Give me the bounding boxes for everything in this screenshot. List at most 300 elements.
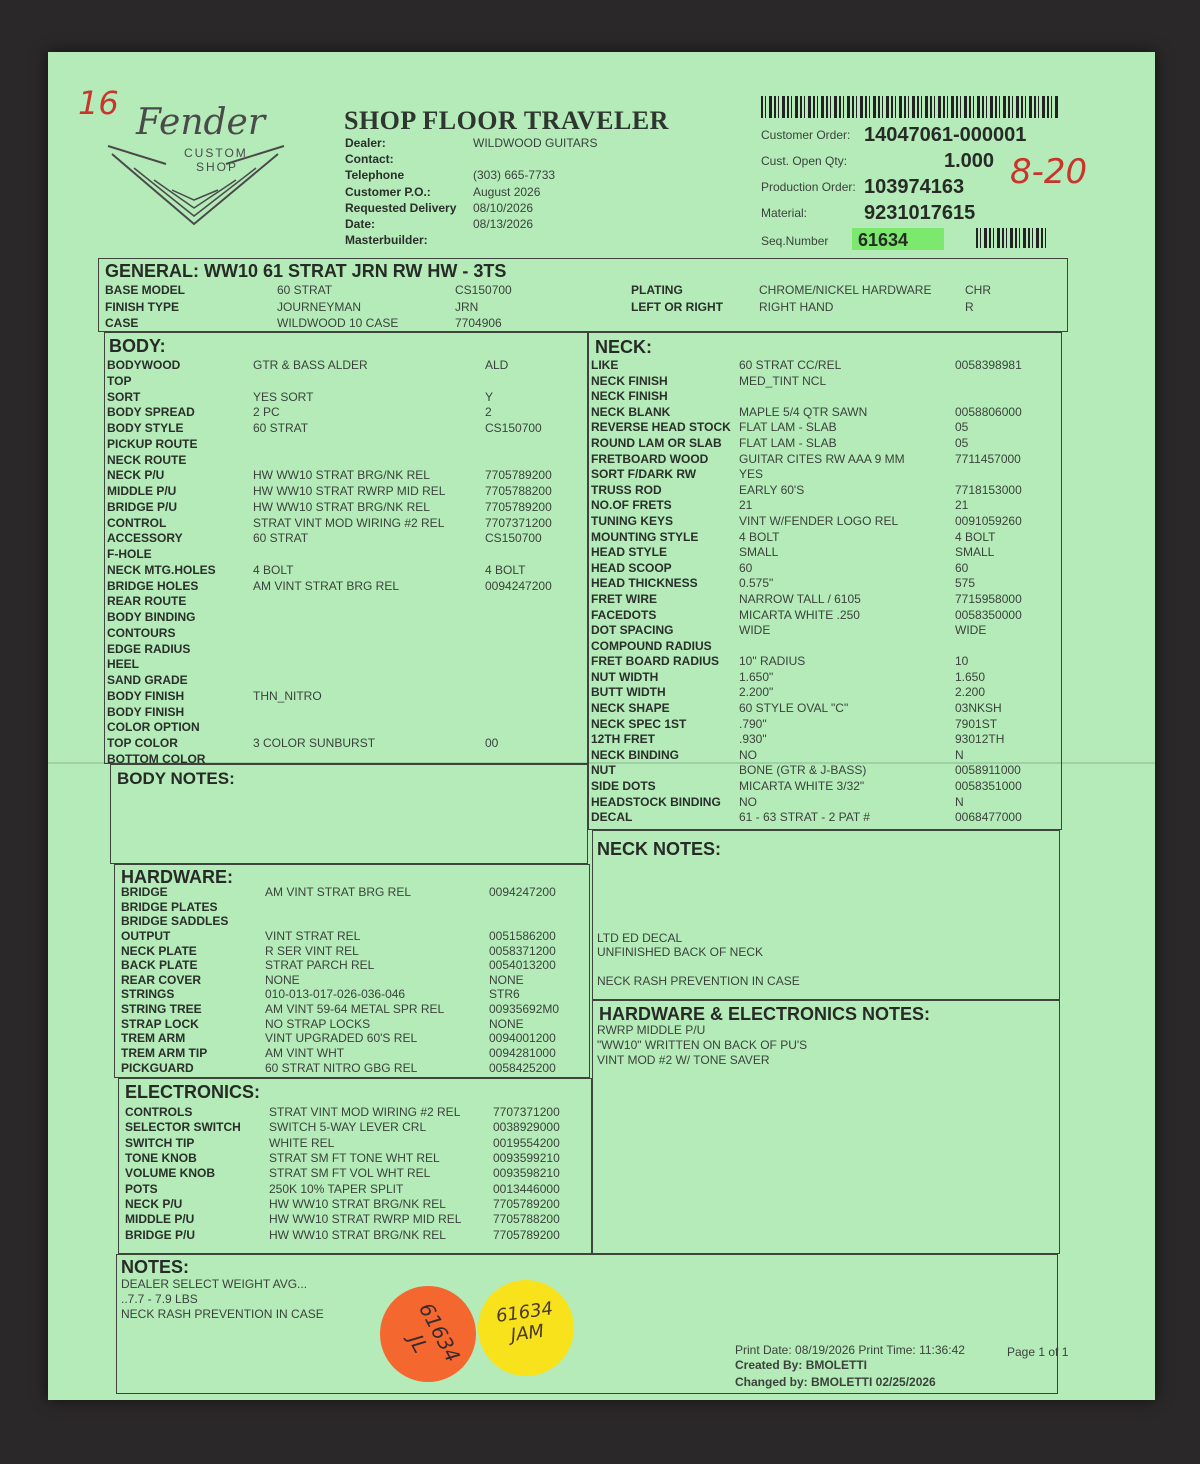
order-info-value: (303) 665-7733 [473,168,556,183]
body-label: BODY BINDING [107,610,196,624]
neck-value: 4 BOLT [739,529,780,544]
neck-code: 03NKSH [955,701,1002,716]
electronics-label: SWITCH TIP [125,1135,195,1150]
neck-row [591,779,1059,795]
general-left-row [105,300,565,317]
order-info-label: Dealer: [345,136,386,150]
hardware-label: REAR COVER [121,972,202,987]
neck-value: MICARTA WHITE .250 [739,607,860,622]
general-right-row [631,283,1061,300]
electronics-code: 0093598210 [493,1166,560,1181]
hw-note-1: RWRP MIDDLE P/U [597,1023,706,1037]
neck-code: 0058911000 [955,763,1021,778]
neck-label: HEADSTOCK BINDING [591,794,721,809]
body-label: NECK ROUTE [107,452,187,467]
electronics-row [125,1197,591,1212]
neck-label: REVERSE HEAD STOCK [591,420,731,435]
electronics-label: CONTROLS [125,1105,193,1119]
neck-value: MICARTA WHITE 3/32" [739,779,865,794]
body-row [107,358,585,374]
neck-label: SIDE DOTS [591,779,656,794]
general-left-value: WILDWOOD 10 CASE [277,316,399,330]
neck-value: FLAT LAM - SLAB [739,435,837,450]
neck-row [591,592,1059,608]
neck-label: NECK BLANK [591,404,671,419]
changed-by: Changed by: BMOLETTI 02/25/2026 [735,1375,936,1389]
neck-row [591,498,1059,514]
electronics-value: SWITCH 5-WAY LEVER CRL [269,1120,427,1135]
hardware-row [121,900,587,915]
neck-value: 2.200" [739,685,774,700]
order-right-value: 61634 [858,230,909,250]
neck-notes-title: NECK NOTES: [597,839,722,859]
neck-label: FRET WIRE [591,591,657,606]
electronics-label: SELECTOR SWITCH [125,1120,241,1135]
hardware-code: 00935692M0 [489,1002,560,1017]
neck-label: NECK BINDING [591,747,680,762]
body-row [107,390,585,406]
general-left-value: 60 STRAT [277,283,333,297]
barcode-top [761,96,1059,118]
order-info-label: Requested Delivery [345,200,457,215]
electronics-value: 250K 10% TAPER SPLIT [269,1181,404,1196]
general-left-value: JOURNEYMAN [277,299,362,314]
electronics-label: MIDDLE P/U [125,1212,195,1227]
traveler-sheet [48,52,1155,1400]
neck-row [591,748,1059,764]
body-value: HW WW10 STRAT BRG/NK REL [253,468,430,483]
neck-code: 60 [955,560,969,575]
general-left-code: 7704906 [455,316,502,330]
hardware-value: VINT STRAT REL [265,928,361,943]
body-row [107,374,585,390]
neck-value: VINT W/FENDER LOGO REL [739,513,899,528]
body-label: ACCESSORY [107,531,183,546]
hardware-label: STRING TREE [121,1002,202,1017]
neck-code: 7718153000 [955,482,1022,497]
hardware-code: 0058425200 [489,1060,556,1075]
body-row [107,468,585,484]
hardware-label: STRAP LOCK [121,1016,199,1031]
order-info-block [345,136,665,249]
body-label: BODY FINISH [107,688,185,703]
neck-label: NECK SPEC 1ST [591,716,687,731]
body-row [107,547,585,563]
body-label: BODY FINISH [107,704,185,719]
neck-value: YES [739,467,764,482]
body-label: TOP [107,373,132,388]
electronics-code: 7705789200 [493,1227,560,1242]
neck-value: 60 STYLE OVAL "C" [739,701,849,716]
body-row [107,531,585,547]
notes-title: NOTES: [121,1257,190,1277]
body-row [107,736,585,752]
electronics-row [125,1105,591,1120]
neck-row [591,670,1059,686]
hardware-value: VINT UPGRADED 60'S REL [265,1031,418,1046]
neck-code: 05 [955,435,969,450]
body-code: 7705788200 [485,484,552,498]
body-label: BODY STYLE [107,421,184,435]
neck-row [591,561,1059,577]
body-label: NECK MTG.HOLES [107,562,216,577]
hardware-code: 0094247200 [489,885,556,899]
body-label: NECK P/U [107,468,165,483]
hardware-label: PICKGUARD [121,1060,194,1075]
hardware-row [121,1002,587,1017]
neck-row [591,514,1059,530]
neck-row [591,389,1059,405]
neck-label: TUNING KEYS [591,513,674,528]
neck-row [591,405,1059,421]
body-row [107,705,585,721]
hardware-value: AM VINT STRAT BRG REL [265,885,412,899]
logo-line1: CUSTOM [184,146,248,160]
neck-code: 7711457000 [955,451,1021,466]
neck-label: HEAD STYLE [591,545,668,560]
hardware-code: 0094281000 [489,1046,556,1061]
general-left-label: BASE MODEL [105,283,186,297]
neck-notes-section [592,830,1060,1000]
body-label: F-HOLE [107,547,152,561]
electronics-row [125,1151,591,1166]
neck-label: MOUNTING STYLE [591,529,699,544]
hardware-row [121,944,587,959]
order-info-value: WILDWOOD GUITARS [473,136,598,150]
note-2: ..7.7 - 7.9 LBS [121,1292,198,1306]
electronics-row [125,1120,591,1135]
body-value: 3 COLOR SUNBURST [253,736,376,750]
neck-value: NO [739,747,757,762]
neck-row [591,795,1059,811]
neck-row [591,639,1059,655]
neck-code: 93012TH [955,732,1005,747]
neck-value: MAPLE 5/4 QTR SAWN [739,404,868,419]
neck-row [591,763,1059,779]
neck-code: 2.200 [955,685,986,700]
neck-code: 0058350000 [955,607,1022,622]
general-right-code: R [965,299,974,314]
neck-value: NARROW TALL / 6105 [739,591,861,606]
neck-label: LIKE [591,358,619,372]
general-left-label: FINISH TYPE [105,299,180,314]
hardware-value: AM VINT WHT [265,1046,345,1061]
neck-code: 21 [955,498,969,513]
body-code: Y [485,389,494,404]
neck-code: 0058398981 [955,358,1022,372]
neck-row [591,545,1059,561]
neck-code: 0091059260 [955,513,1022,528]
body-label: EDGE RADIUS [107,641,191,656]
body-section [104,332,588,764]
body-value: HW WW10 STRAT BRG/NK REL [253,499,430,514]
hw-note-3: VINT MOD #2 W/ TONE SAVER [597,1053,770,1067]
general-title: GENERAL: WW10 61 STRAT JRN RW HW - 3TS [105,261,507,281]
order-right-label: Material: [761,206,808,220]
body-value: 2 PC [253,405,280,420]
body-label: SAND GRADE [107,673,188,687]
hardware-row [121,1031,587,1046]
order-right-label: Cust. Open Qty: [761,154,848,168]
neck-label: NO.OF FRETS [591,498,672,513]
electronics-row [125,1166,591,1181]
body-label: SORT [107,389,141,404]
general-right-value: RIGHT HAND [759,299,834,314]
body-label: COLOR OPTION [107,720,200,735]
neck-note-3: NECK RASH PREVENTION IN CASE [597,974,800,988]
hardware-label: NECK PLATE [121,943,197,958]
body-row [107,626,585,642]
body-label: BOTTOM COLOR [107,751,206,766]
neck-row [591,467,1059,483]
order-info-row [345,185,665,201]
neck-label: FRETBOARD WOOD [591,451,709,466]
neck-row [591,701,1059,717]
hardware-label: TREM ARM [121,1031,186,1046]
neck-row [591,810,1059,826]
neck-section [588,332,1062,830]
page-count: Page 1 of 1 [1007,1345,1069,1359]
orange-sticker-text: 61634 JL [403,1298,466,1367]
body-label: BODY SPREAD [107,405,195,420]
hardware-row [121,1017,587,1032]
notes-section [116,1254,1069,1394]
general-left-code: CS150700 [455,283,512,297]
electronics-code: 0019554200 [493,1135,560,1150]
neck-value: GUITAR CITES RW AAA 9 MM [739,451,905,466]
body-label: BRIDGE P/U [107,499,178,514]
order-right-value: 9231017615 [864,202,976,224]
order-right-value: 1.000 [944,150,995,172]
order-info-row [345,201,665,217]
neck-label: NUT WIDTH [591,669,659,684]
neck-value: .930" [739,732,767,747]
general-right-label: PLATING [631,283,683,297]
hw-electronics-notes-section [592,1000,1060,1254]
logo-v-emblem [106,144,286,230]
orange-sticker [380,1286,476,1382]
electronics-code: 0013446000 [493,1181,560,1196]
general-right-row [631,300,1061,317]
neck-label: NUT [591,763,616,778]
neck-value: 21 [739,498,753,513]
body-label: TOP COLOR [107,736,178,750]
order-info-label: Date: [345,216,376,231]
yellow-sticker [478,1280,574,1376]
hardware-row [121,929,587,944]
hardware-label: BRIDGE [121,885,168,899]
neck-label: NECK FINISH [591,373,668,388]
body-title: BODY: [109,336,166,356]
electronics-section [118,1078,592,1254]
order-info-row [345,136,665,152]
general-left-row [105,283,565,300]
hardware-row [121,885,587,900]
neck-row [591,717,1059,733]
body-value: 4 BOLT [253,562,294,577]
neck-label: BUTT WIDTH [591,685,666,700]
logo-brand: Fender [136,102,266,143]
general-right-label: LEFT OR RIGHT [631,299,723,314]
general-left-label: CASE [105,316,139,330]
neck-row [591,420,1059,436]
body-label: HEEL [107,657,140,672]
body-value: HW WW10 STRAT RWRP MID REL [253,484,446,498]
neck-row [591,608,1059,624]
neck-label: COMPOUND RADIUS [591,638,712,653]
electronics-row [125,1182,591,1197]
hardware-row [121,1061,587,1076]
hardware-row [121,987,587,1002]
body-value: THN_NITRO [253,688,322,703]
body-value: YES SORT [253,389,314,404]
neck-row [591,732,1059,748]
order-info-row [345,152,665,168]
neck-code: 0068477000 [955,810,1022,825]
body-label: BRIDGE HOLES [107,578,199,593]
body-row [107,579,585,595]
neck-label: SORT F/DARK RW [591,467,697,482]
electronics-value: HW WW10 STRAT RWRP MID REL [269,1212,462,1227]
electronics-row [125,1136,591,1151]
body-code: 7707371200 [485,515,552,530]
body-value: AM VINT STRAT BRG REL [253,578,400,593]
neck-value: SMALL [739,545,779,560]
neck-label: 12TH FRET [591,732,656,747]
hw-note-2: "WW10" WRITTEN ON BACK OF PU'S [597,1038,808,1052]
neck-row [591,576,1059,592]
order-info-value: 08/10/2026 [473,200,534,215]
body-row [107,437,585,453]
body-row [107,720,585,736]
hardware-value: R SER VINT REL [265,943,359,958]
hardware-code: 0058371200 [489,943,556,958]
neck-row [591,452,1059,468]
hardware-code: NONE [489,972,524,987]
neck-value: BONE (GTR & J-BASS) [739,763,867,778]
neck-value: .790" [739,716,767,731]
body-row [107,594,585,610]
neck-value: 10" RADIUS [739,654,806,669]
yellow-sticker-text: 61634 JAM [494,1298,555,1347]
neck-row [591,374,1059,390]
handwritten-corner-number: 16 [78,84,119,122]
neck-value: 60 STRAT CC/REL [739,358,842,372]
neck-code: 7715958000 [955,591,1022,606]
electronics-code: 0093599210 [493,1151,560,1166]
order-right-label: Customer Order: [761,128,851,142]
hardware-value: AM VINT 59-64 METAL SPR REL [265,1002,445,1017]
body-value: STRAT VINT MOD WIRING #2 REL [253,515,445,530]
electronics-code: 7705789200 [493,1197,560,1212]
neck-code: 10 [955,654,969,669]
neck-label: DOT SPACING [591,623,674,638]
order-right-label: Production Order: [761,180,856,194]
created-by: Created By: BMOLETTI [735,1358,868,1372]
neck-row [591,685,1059,701]
electronics-code: 7705788200 [493,1212,560,1227]
hardware-value: 010-013-017-026-036-046 [265,987,406,1002]
hardware-row [121,958,587,973]
electronics-label: POTS [125,1181,158,1196]
neck-note-2: UNFINISHED BACK OF NECK [597,945,764,959]
hardware-code: 0094001200 [489,1031,556,1046]
hardware-label: STRINGS [121,987,175,1002]
order-info-row [345,217,665,233]
hardware-value: STRAT PARCH REL [265,958,375,973]
hw-notes-title: HARDWARE & ELECTRONICS NOTES: [599,1004,931,1024]
body-label: CONTROL [107,515,167,530]
neck-title: NECK: [595,337,652,357]
electronics-label: BRIDGE P/U [125,1227,196,1242]
general-section [98,258,1068,332]
neck-label: ROUND LAM OR SLAB [591,435,722,450]
body-notes-section [110,764,588,864]
body-row [107,642,585,658]
neck-code: 4 BOLT [955,529,996,544]
order-right-value: 103974163 [864,176,965,198]
body-row [107,689,585,705]
hardware-row [121,1046,587,1061]
body-row [107,610,585,626]
body-row [107,516,585,532]
electronics-value: WHITE REL [269,1135,335,1150]
barcode-small [976,228,1046,248]
neck-value: MED_TINT NCL [739,373,827,388]
general-right-code: CHR [965,283,991,297]
electronics-code: 0038929000 [493,1120,560,1135]
order-info-label: Telephone [345,168,405,183]
body-label: CONTOURS [107,625,176,640]
body-code: 7705789200 [485,499,552,514]
neck-code: N [955,794,964,809]
order-info-value: August 2026 [473,184,541,199]
hardware-label: BRIDGE PLATES [121,899,218,914]
document-title: SHOP FLOOR TRAVELER [344,106,669,135]
neck-code: N [955,747,964,762]
handwritten-qty-note: 8-20 [1010,152,1088,192]
neck-row [591,358,1059,374]
hardware-title: HARDWARE: [121,867,233,887]
neck-label: FACEDOTS [591,607,657,622]
neck-row [591,436,1059,452]
hardware-value: 60 STRAT NITRO GBG REL [265,1060,418,1075]
neck-row [591,623,1059,639]
body-row [107,405,585,421]
hardware-code: NONE [489,1016,524,1031]
hardware-code: 0051586200 [489,928,556,943]
neck-row [591,654,1059,670]
neck-value: 61 - 63 STRAT - 2 PAT # [739,810,870,825]
body-code: 4 BOLT [485,562,526,577]
neck-code: WIDE [955,623,987,638]
body-label: BODYWOOD [107,358,181,372]
hardware-section [114,864,590,1078]
body-code: CS150700 [485,421,542,435]
body-code: 2 [485,405,492,420]
body-label: PICKUP ROUTE [107,436,198,451]
note-3: NECK RASH PREVENTION IN CASE [121,1307,324,1321]
body-label: REAR ROUTE [107,594,187,609]
electronics-value: STRAT SM FT VOL WHT REL [269,1166,431,1181]
body-code: CS150700 [485,531,542,546]
neck-code: 05 [955,420,969,435]
electronics-value: HW WW10 STRAT BRG/NK REL [269,1197,446,1212]
neck-label: HEAD THICKNESS [591,576,698,591]
electronics-value: STRAT VINT MOD WIRING #2 REL [269,1105,461,1119]
body-code: 0094247200 [485,578,552,593]
electronics-value: HW WW10 STRAT BRG/NK REL [269,1227,446,1242]
